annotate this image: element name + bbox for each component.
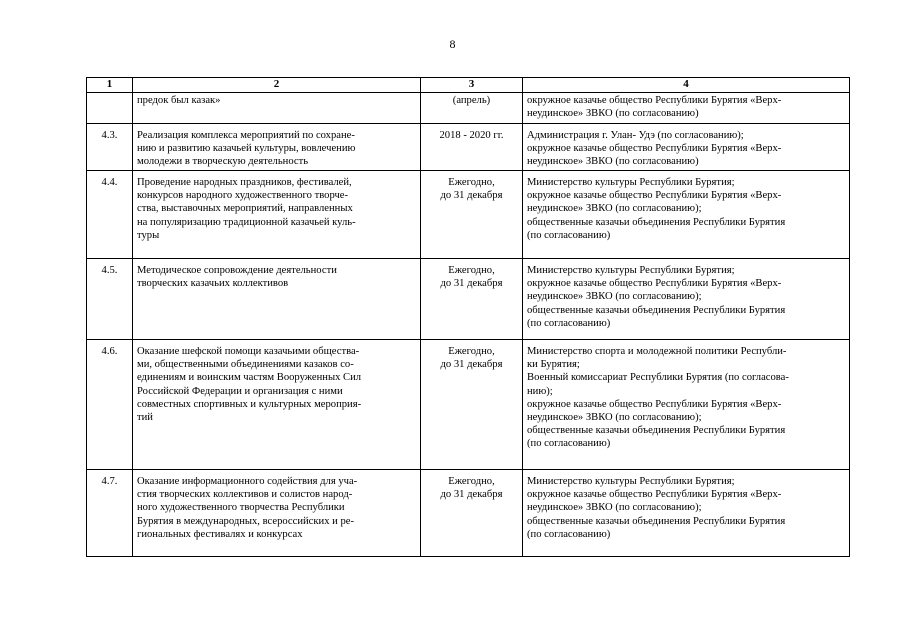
executors-cell-line: (по согласованию) <box>527 437 611 449</box>
activity-cell-line: предок был казак» <box>137 95 221 106</box>
executors-cell <box>523 93 850 124</box>
table-header-row <box>87 78 850 93</box>
activity-cell-line: Реализация комплекса мероприятий по сохране- <box>137 130 355 141</box>
executors-cell-line: Министерство культуры Республики Бурятия; <box>527 476 735 488</box>
table-row <box>87 124 850 171</box>
activity-cell-line: туры <box>137 229 160 241</box>
activity-cell <box>133 259 421 340</box>
executors-cell-line: общественные казачьи объединения Республики Бурятия <box>527 424 786 436</box>
period-cell <box>421 340 523 470</box>
activity-cell <box>133 93 421 124</box>
table-row <box>87 171 850 259</box>
period-cell-line: Ежегодно, <box>448 476 495 488</box>
activity-cell-line: ного художественного творчества Республики <box>137 502 345 514</box>
activity-cell-line: Российской Федерации и организация с ними <box>137 385 343 397</box>
table-row <box>87 340 850 470</box>
activity-cell <box>133 124 421 171</box>
activity-cell-line: на популяризацию традиционной казачьей куль- <box>137 216 356 228</box>
period-cell <box>421 171 523 259</box>
activity-cell-line: конкурсов народного художественного творче- <box>137 190 349 202</box>
period-cell-line: до 31 декабря <box>440 359 503 371</box>
executors-cell-line: неудинское» ЗВКО (по согласованию); <box>527 203 702 215</box>
column-header-2: 2 <box>133 78 421 93</box>
activity-cell-line: ми, общественными объединениями казаков со- <box>137 359 354 371</box>
executors-cell-line: ки Бурятия; <box>527 359 580 371</box>
executors-cell-line: окружное казачье общество Республики Бурятия «Верх- <box>527 143 782 155</box>
executors-cell-line: (по согласованию) <box>527 229 611 241</box>
activity-cell-line: Бурятия в международных, всероссийских и ре- <box>137 515 354 527</box>
executors-cell-line: неудинское» ЗВКО (по согласованию); <box>527 291 702 303</box>
column-header-3: 3 <box>421 78 523 93</box>
activity-cell-line: молодежи в творческую деятельность <box>137 156 309 168</box>
period-cell <box>421 259 523 340</box>
row-number: 4.5. <box>87 259 133 340</box>
activity-cell-line: стия творческих коллективов и солистов народ- <box>137 489 353 501</box>
executors-cell <box>523 259 850 340</box>
row-number: 4.3. <box>87 124 133 171</box>
period-cell <box>421 93 523 124</box>
activity-cell-line: Методическое сопровождение деятельности <box>137 265 337 277</box>
executors-cell-line: Министерство культуры Республики Бурятия; <box>527 265 735 277</box>
executors-cell-line: Министерство культуры Республики Бурятия; <box>527 177 735 189</box>
column-header-4: 4 <box>523 78 850 93</box>
activity-cell-line: гиональных фестивалях и конкурсах <box>137 528 303 540</box>
executors-cell-line: Военный комиссариат Республики Бурятия (по согласова- <box>527 372 789 384</box>
row-number <box>87 93 133 124</box>
executors-cell-line: окружное казачье общество Республики Бурятия «Верх- <box>527 489 782 501</box>
executors-cell-line: общественные казачьи объединения Республики Бурятия <box>527 304 786 316</box>
activity-cell <box>133 470 421 557</box>
row-number: 4.7. <box>87 470 133 557</box>
period-cell-line: до 31 декабря <box>440 278 503 290</box>
executors-cell-line: окружное казачье общество Республики Бурятия «Верх- <box>527 398 782 410</box>
period-cell <box>421 124 523 171</box>
executors-cell-line: Администрация г. Улан- Удэ (по согласованию); <box>527 130 744 141</box>
executors-cell-line: окружное казачье общество Республики Бурятия «Верх- <box>527 95 782 106</box>
activity-cell-line: совместных спортивных и культурных мероприя- <box>137 398 362 410</box>
executors-cell-line: неудинское» ЗВКО (по согласованию) <box>527 108 699 120</box>
period-cell-line: (апрель) <box>452 95 491 106</box>
page-number: 8 <box>449 37 456 51</box>
table-row <box>87 470 850 557</box>
table-row <box>87 93 850 124</box>
activity-cell-line: единениям и воинским частям Вооруженных Сил <box>137 372 362 384</box>
plan-table <box>86 77 850 557</box>
period-cell <box>421 470 523 557</box>
table-row <box>87 259 850 340</box>
period-cell-line: Ежегодно, <box>448 346 495 358</box>
column-header-1: 1 <box>87 78 133 93</box>
executors-cell-line: общественные казачьи объединения Республики Бурятия <box>527 216 786 228</box>
row-number: 4.4. <box>87 171 133 259</box>
activity-cell <box>133 340 421 470</box>
period-cell-line: Ежегодно, <box>448 177 495 189</box>
executors-cell-line: Министерство спорта и молодежной политики Республи- <box>527 346 787 358</box>
executors-cell <box>523 171 850 259</box>
period-cell-line: до 31 декабря <box>440 190 503 202</box>
executors-cell-line: неудинское» ЗВКО (по согласованию) <box>527 156 699 168</box>
activity-cell-line: ства, выставочных мероприятий, направленных <box>137 203 353 215</box>
period-cell-line: Ежегодно, <box>448 265 495 277</box>
executors-cell-line: неудинское» ЗВКО (по согласованию); <box>527 411 702 423</box>
activity-cell-line: Проведение народных праздников, фестивалей, <box>137 177 352 189</box>
activity-cell-line: Оказание информационного содействия для уча- <box>137 476 358 488</box>
executors-cell-line: окружное казачье общество Республики Бурятия «Верх- <box>527 190 782 202</box>
activity-cell <box>133 171 421 259</box>
activity-cell-line: тий <box>137 411 153 423</box>
executors-cell <box>523 470 850 557</box>
row-number: 4.6. <box>87 340 133 470</box>
executors-cell-line: общественные казачьи объединения Республики Бурятия <box>527 515 786 527</box>
period-cell-line: 2018 - 2020 гг. <box>439 130 504 141</box>
executors-cell <box>523 124 850 171</box>
executors-cell-line: нию); <box>527 385 553 397</box>
activity-cell-line: Оказание шефской помощи казачьими общества- <box>137 346 360 358</box>
executors-cell <box>523 340 850 470</box>
period-cell-line: до 31 декабря <box>440 489 503 501</box>
table-body <box>87 93 850 557</box>
executors-cell-line: окружное казачье общество Республики Бурятия «Верх- <box>527 278 782 290</box>
executors-cell-line: неудинское» ЗВКО (по согласованию); <box>527 502 702 514</box>
activity-cell-line: нию и развитию казачьей культуры, вовлечению <box>137 143 356 155</box>
executors-cell-line: (по согласованию) <box>527 317 611 329</box>
executors-cell-line: (по согласованию) <box>527 528 611 540</box>
activity-cell-line: творческих казачьих коллективов <box>137 278 289 290</box>
